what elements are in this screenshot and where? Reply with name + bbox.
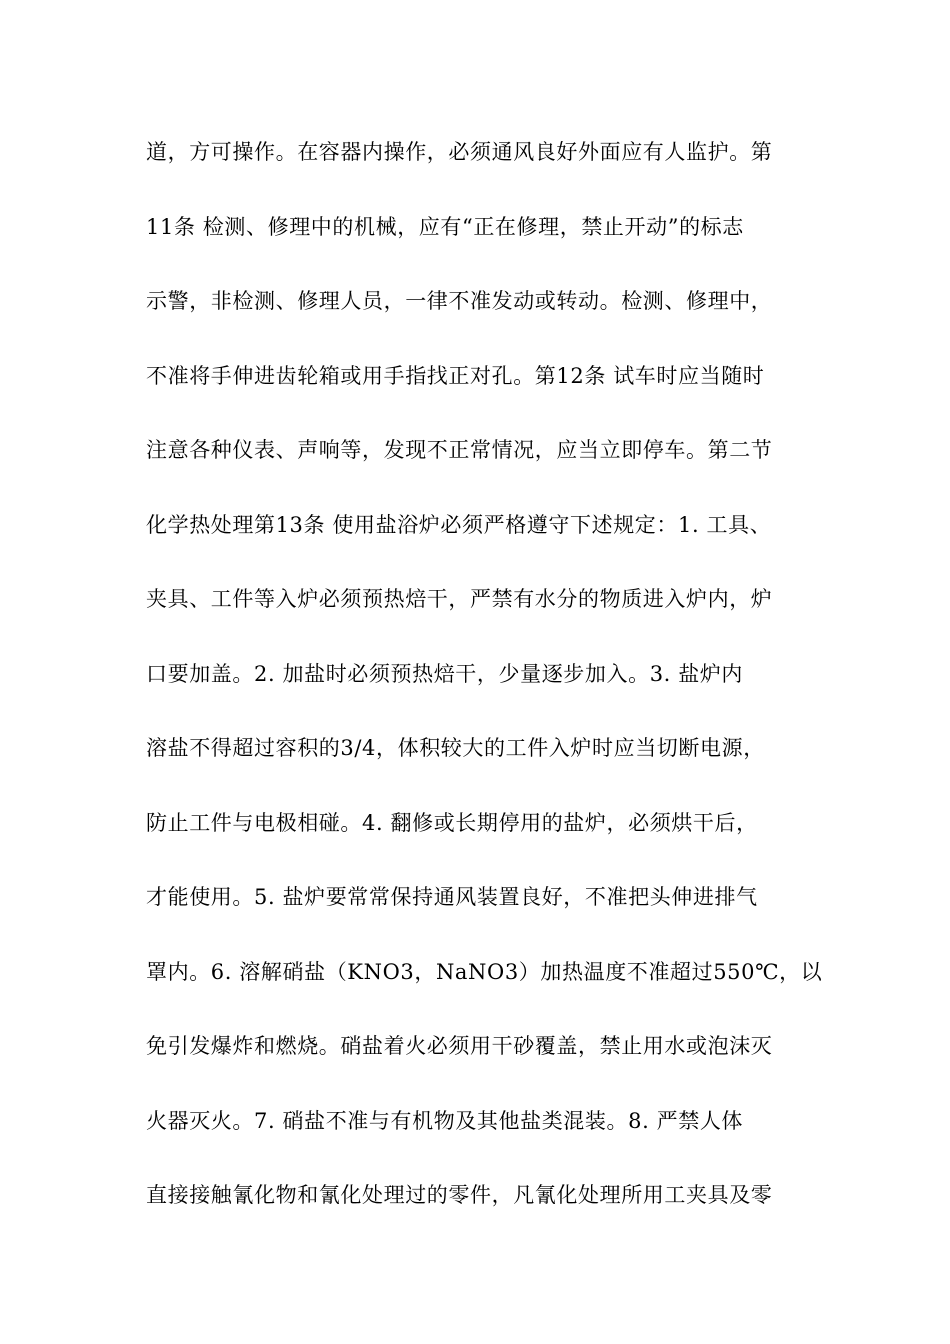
text-line-6: 化学热处理第13条 使用盐浴炉必须严格遵守下述规定：1. 工具、 (146, 512, 772, 537)
text-line-5: 注意各种仪表、声响等，发现不正常情况，应当立即停车。第二节 (146, 438, 773, 462)
text-line-10: 防止工件与电极相碰。4. 翻修或长期停用的盐炉，必须烘干后， (146, 810, 758, 835)
text-line-2: 11条 检测、修理中的机械，应有“正在修理，禁止开动”的标志 (146, 214, 744, 239)
text-line-3: 示警，非检测、修理人员，一律不准发动或转动。检测、修理中， (146, 289, 773, 313)
body-text (146, 132, 946, 1250)
text-line-1: 道，方可操作。在容器内操作，必须通风良好外面应有人监护。第 (146, 140, 773, 164)
text-line-7: 夹具、工件等入炉必须预热焙干，严禁有水分的物质进入炉内，炉 (146, 587, 773, 611)
text-line-15: 直接接触氰化物和氰化处理过的零件，凡氰化处理所用工夹具及零 (146, 1183, 773, 1207)
text-line-9: 溶盐不得超过容积的3/4，体积较大的工件入炉时应当切断电源， (146, 736, 765, 760)
text-line-13: 免引发爆炸和燃烧。硝盐着火必须用干砂覆盖，禁止用水或泡沫灭 (146, 1034, 773, 1058)
text-line-8: 口要加盖。2. 加盐时必须预热焙干，少量逐步加入。3. 盐炉内 (146, 661, 744, 686)
text-line-12: 罩内。6. 溶解硝盐（KNO3，NaNO3）加热温度不准超过550℃，以 (146, 959, 823, 984)
text-line-4: 不准将手伸进齿轮箱或用手指找正对孔。第12条 试车时应当随时 (146, 363, 765, 388)
text-line-11: 才能使用。5. 盐炉要常常保持通风装置良好，不准把头伸进排气 (146, 885, 758, 909)
text-line-14: 火器灭火。7. 硝盐不准与有机物及其他盐类混装。8. 严禁人体 (146, 1108, 744, 1133)
